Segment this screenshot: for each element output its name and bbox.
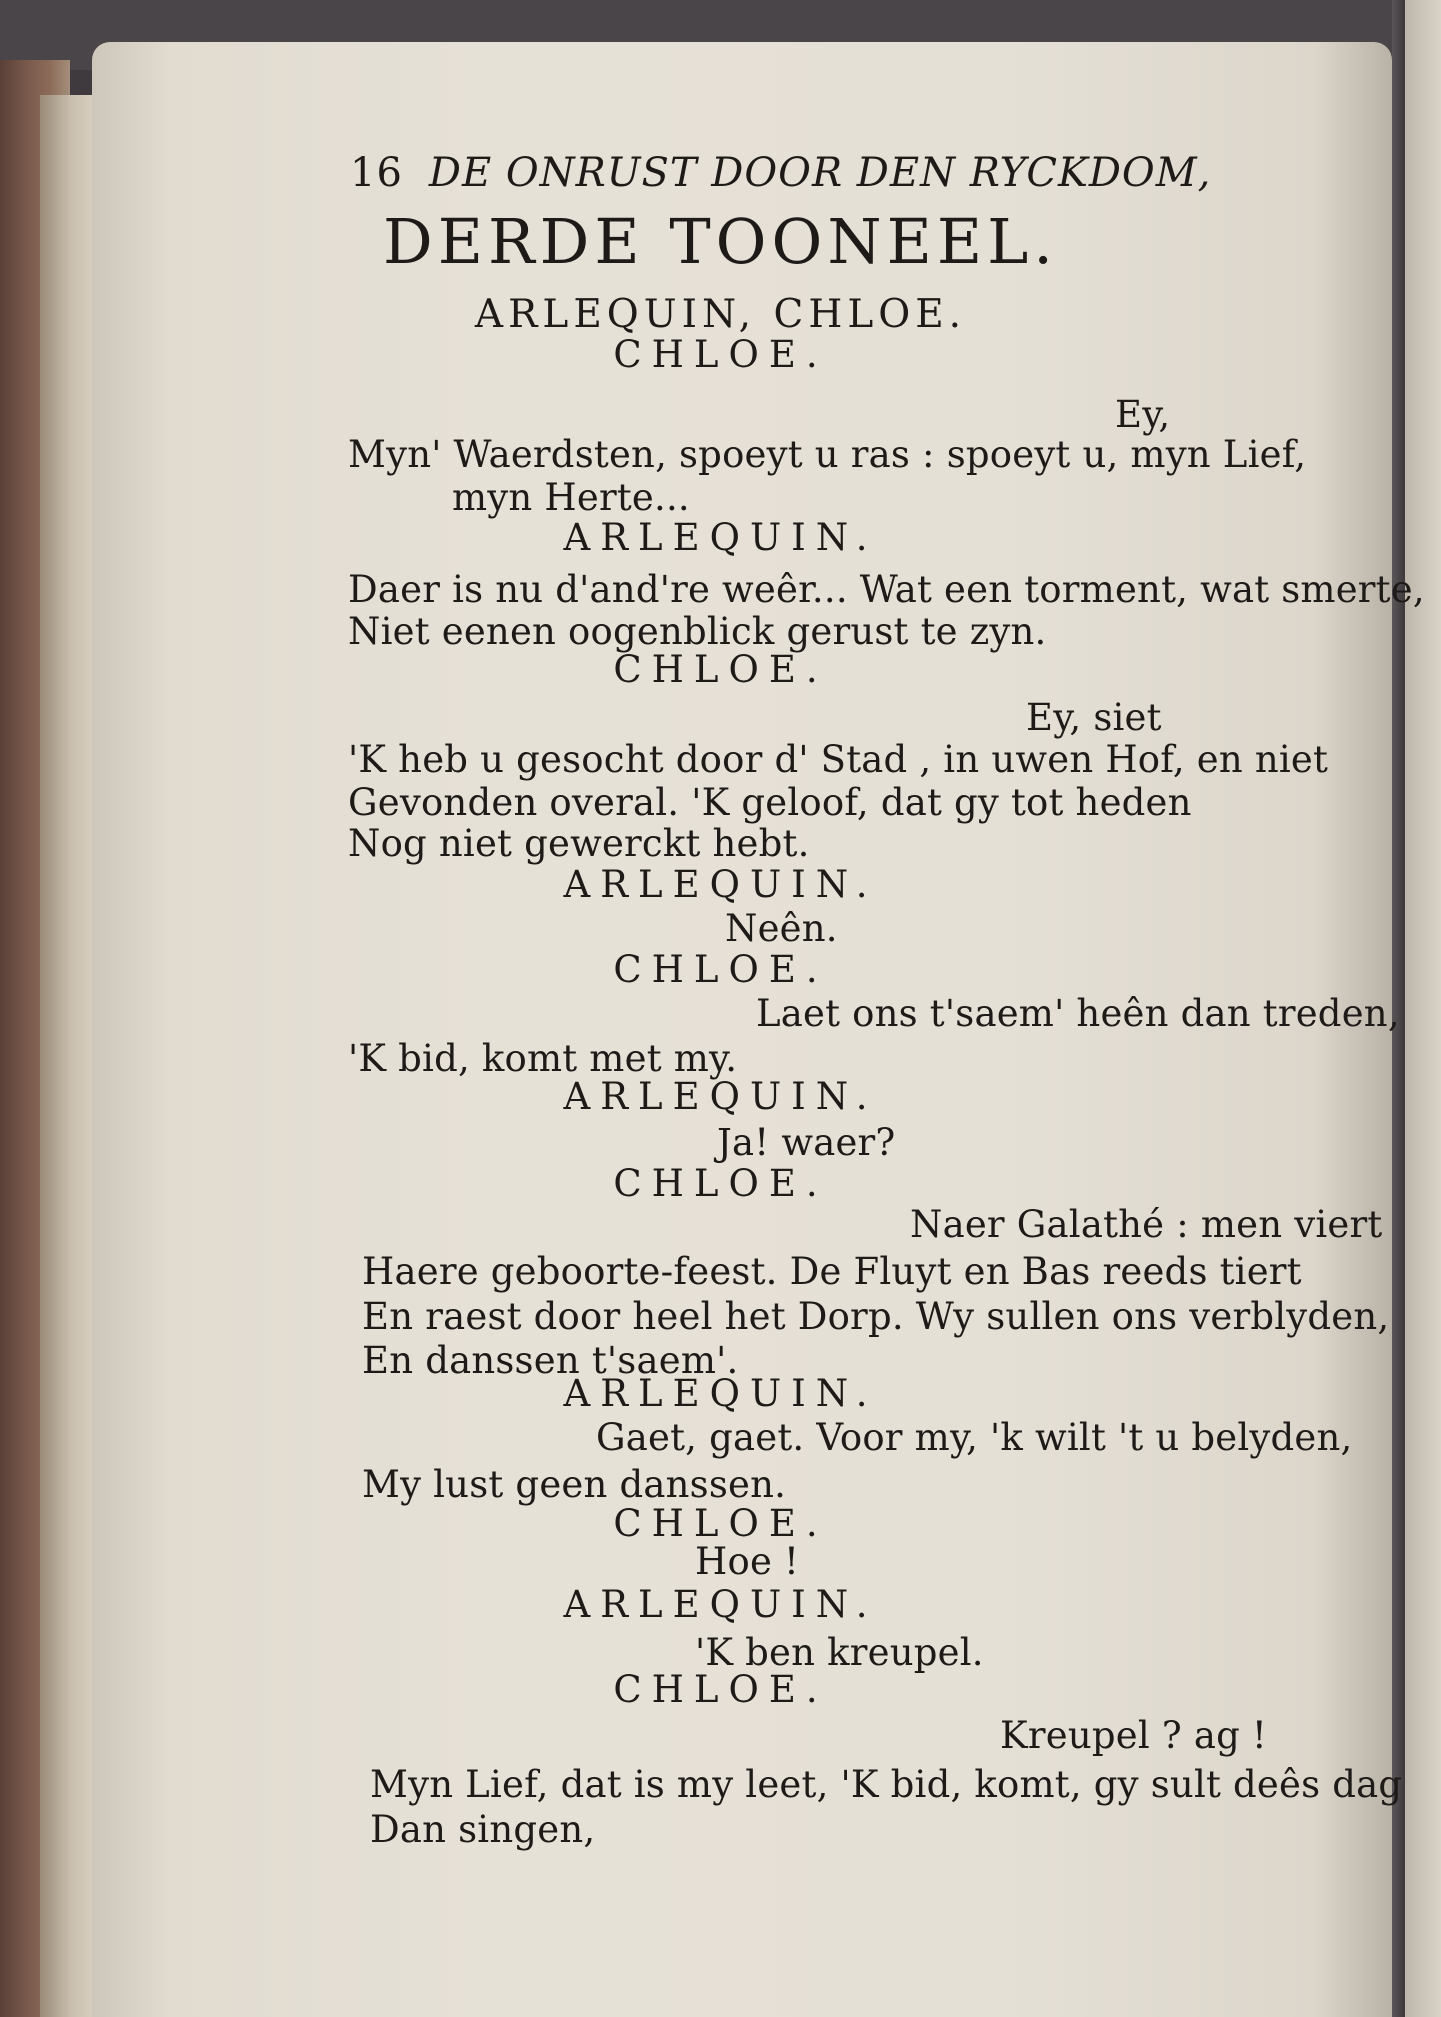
speaker-name: CHLOE. (613, 1668, 828, 1711)
speaker-name: ARLEQUIN. (563, 863, 878, 906)
verse-line: Naer Galathé : men viert (910, 1203, 1383, 1246)
verse-line: Daer is nu d'and're weêr... Wat een torment, wat smerte, (348, 568, 1425, 611)
verse-line: Neên. (725, 907, 838, 950)
verse-line: Myn Lief, dat is my leet, 'K bid, komt, gy sult deês dag (370, 1763, 1403, 1806)
verse-line: En danssen t'saem'. (362, 1339, 739, 1382)
speaker-name: ARLEQUIN. (563, 516, 878, 559)
verse-line: Niet eenen oogenblick gerust te zyn. (348, 610, 1047, 653)
verse-line: Ey, (1115, 393, 1171, 436)
page-number: 16 (350, 150, 403, 196)
speaker-name: CHLOE. (613, 948, 828, 991)
verse-line: 'K bid, komt met my. (348, 1037, 738, 1080)
verse-line: Nog niet gewerckt hebt. (348, 822, 810, 865)
verse-line: En raest door heel het Dorp. Wy sullen ons verblyden, (362, 1295, 1390, 1338)
scene-title: DERDE TOONEEL. (383, 205, 1058, 278)
verse-line: Gevonden overal. 'K geloof, dat gy tot heden (348, 781, 1192, 824)
speaker-name: ARLEQUIN. (563, 1583, 878, 1626)
speaker-name: ARLEQUIN. (563, 1372, 878, 1415)
speaker-name: CHLOE. (613, 1162, 828, 1205)
verse-line: 'K heb u gesocht door d' Stad , in uwen Hof, en niet (348, 738, 1329, 781)
verse-line: Laet ons t'saem' heên dan treden, (756, 992, 1400, 1035)
verse-line: My lust geen danssen. (362, 1463, 787, 1506)
verse-line: 'K ben kreupel. (695, 1631, 984, 1674)
speaker-name: ARLEQUIN. (563, 1075, 878, 1118)
verse-line: Dan singen, (370, 1808, 596, 1851)
verse-line: Myn' Waerdsten, spoeyt u ras : spoeyt u, myn Lief, (348, 433, 1307, 476)
character-list: ARLEQUIN, CHLOE. (474, 292, 967, 337)
speaker-name: CHLOE. (613, 1502, 828, 1545)
verse-line: Ey, siet (1026, 696, 1162, 739)
verse-line: Kreupel ? ag ! (1000, 1714, 1268, 1757)
verse-line: Ja! waer? (717, 1121, 896, 1164)
verse-line: myn Herte... (452, 476, 690, 519)
running-title: DE ONRUST DOOR DEN RYCKDOM, (428, 150, 1212, 196)
running-head (350, 150, 1211, 196)
verse-line: Hoe ! (695, 1540, 800, 1583)
page-edge-stack (40, 95, 92, 2017)
speaker-name: CHLOE. (613, 648, 828, 691)
verse-line: Haere geboorte-feest. De Fluyt en Bas reeds tiert (362, 1250, 1302, 1293)
speaker-name: CHLOE. (613, 333, 828, 376)
verse-line: Gaet, gaet. Voor my, 'k wilt 't u belyden, (596, 1416, 1353, 1459)
